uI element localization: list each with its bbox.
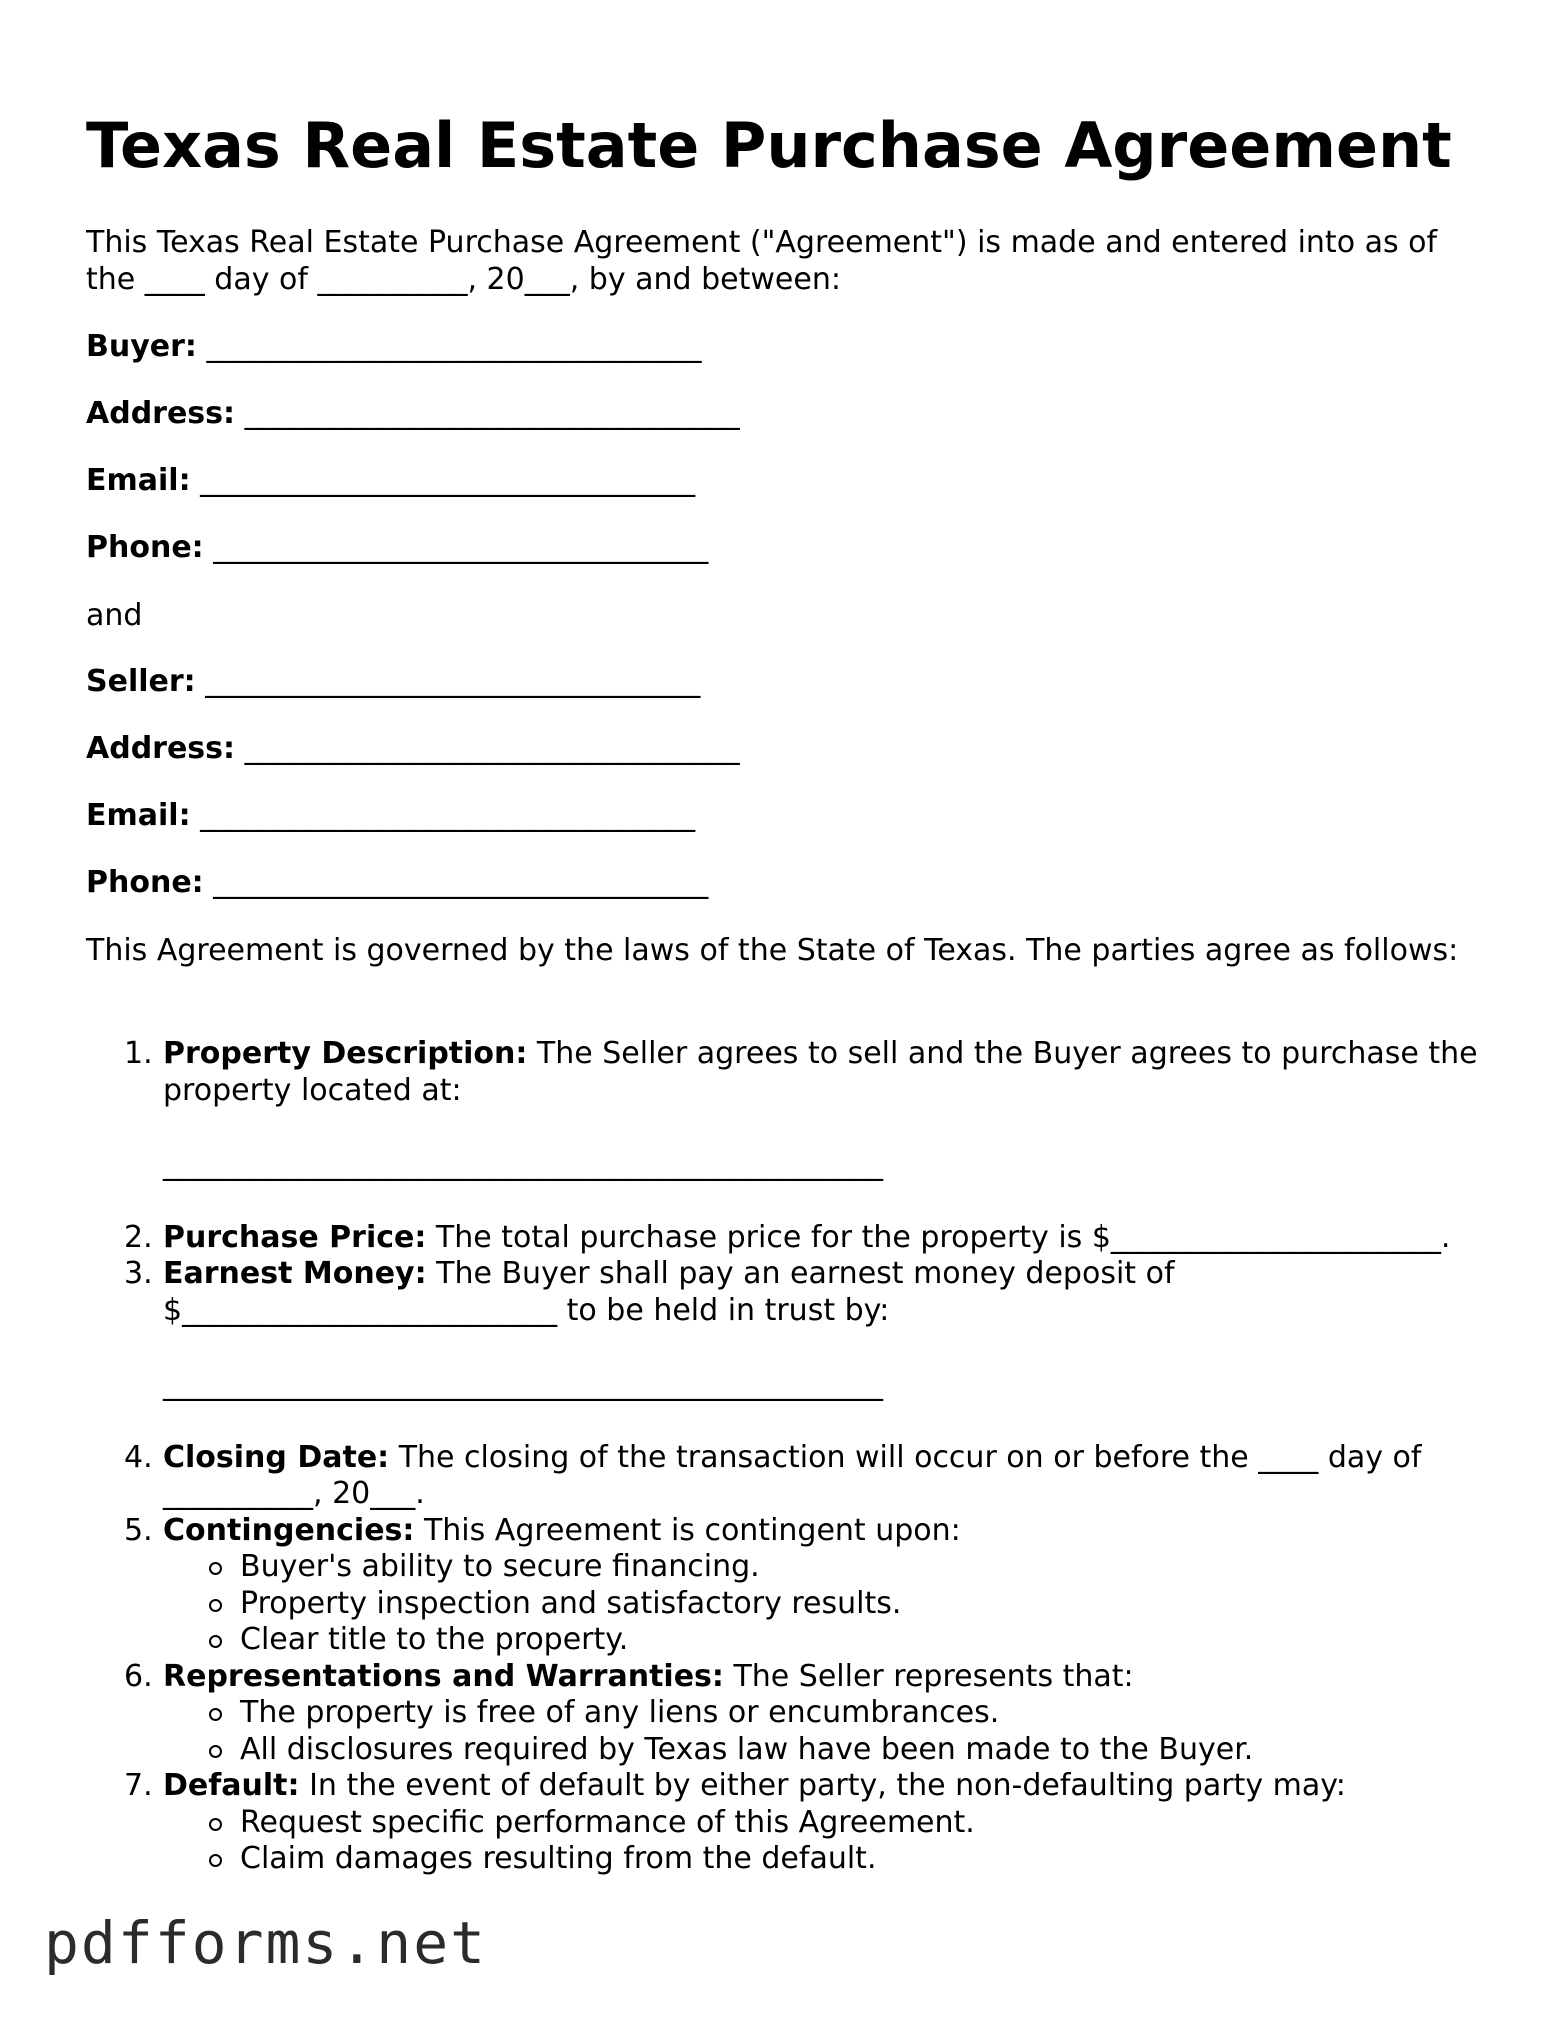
sub-item [163,1549,1486,1586]
intro-paragraph: This Texas Real Estate Purchase Agreement ("Agreement") is made and entered into as of the ____ day of __________, 20___, by and between: [86,225,1438,297]
term-purchase-price [86,1220,1486,1257]
buyer-email-blank: _________________________________ [200,463,696,498]
term-property-description [86,1036,1486,1184]
buyer-name-blank: _________________________________ [206,329,702,364]
buyer-email-field [86,462,695,499]
seller-address-field [86,730,740,767]
governing-law-paragraph: This Agreement is governed by the laws of the State of Texas. The parties agree as follows: [86,933,1459,968]
bullet-icon [209,1635,222,1648]
term-text: The closing of the transaction will occur on or before the ____ day of __________, 20___. [163,1439,1422,1511]
term-text: This Agreement is contingent upon: [414,1512,961,1548]
sub-item [163,1622,1486,1659]
trust-holder-blank: ________________________________________________ [163,1367,883,1402]
term-number: 4. [124,1439,153,1475]
buyer-address-label: Address: [86,396,236,431]
bullet-icon [209,1562,222,1575]
seller-email-field [86,797,695,834]
term-contingencies [86,1513,1486,1659]
buyer-phone-blank: _________________________________ [213,530,709,565]
buyer-name-label: Buyer: [86,329,197,364]
bullet-icon [209,1818,222,1831]
property-address-blank: ________________________________________________ [163,1147,883,1182]
buyer-phone-field [86,529,708,566]
term-number: 6. [124,1658,153,1694]
seller-address-label: Address: [86,731,236,766]
seller-name-blank: _________________________________ [205,664,701,699]
bullet-icon [209,1745,222,1758]
sub-item-text: Clear title to the property. [240,1622,629,1657]
seller-email-blank: _________________________________ [200,798,696,833]
term-label: Property Description: [163,1036,528,1071]
watermark: pdfforms.net [44,1909,488,1977]
sub-item [163,1732,1486,1769]
bullet-icon [209,1708,222,1721]
term-text: The Seller represents that: [723,1658,1134,1694]
term-text: In the event of default by either party, the non-defaulting party may: [299,1768,1346,1803]
buyer-address-field [86,395,740,432]
bullet-icon [209,1599,222,1612]
seller-phone-blank: _________________________________ [213,865,709,900]
seller-phone-field [86,864,708,901]
term-text: The Buyer shall pay an earnest money deposit of $_________________________ to be held in trust by: [163,1256,1175,1328]
sub-item [163,1805,1486,1842]
term-text: The total purchase price for the property is $______________________. [426,1219,1451,1255]
term-text: The Seller agrees to sell and the Buyer agrees to purchase the property located at: [163,1036,1478,1108]
sub-item-text: Buyer's ability to secure financing. [240,1549,760,1584]
sub-item-text: Claim damages resulting from the default. [240,1841,877,1876]
term-number: 7. [124,1768,153,1803]
term-label: Contingencies: [163,1512,415,1548]
buyer-phone-label: Phone: [86,530,204,565]
sub-item-text: Request specific performance of this Agreement. [240,1804,975,1840]
term-number: 3. [124,1256,153,1291]
term-label: Representations and Warranties: [163,1658,724,1694]
sub-item-text: All disclosures required by Texas law have been made to the Buyer. [240,1731,1254,1767]
sub-item [163,1695,1486,1732]
sub-item [163,1586,1486,1623]
sub-item-text: The property is free of any liens or encumbrances. [240,1695,1000,1730]
buyer-email-label: Email: [86,463,191,498]
term-default [86,1768,1486,1878]
terms-list [86,1036,1486,1878]
sub-item-text: Property inspection and satisfactory results. [240,1585,902,1621]
term-number: 5. [124,1512,153,1548]
seller-address-blank: _________________________________ [244,731,740,766]
term-label: Closing Date: [163,1439,390,1475]
seller-phone-label: Phone: [86,865,204,900]
term-number: 2. [124,1219,153,1255]
page-title: Texas Real Estate Purchase Agreement [86,109,1452,182]
term-earnest-money [86,1256,1486,1404]
term-closing-date [86,1440,1486,1513]
term-number: 1. [124,1036,153,1071]
bullet-icon [209,1854,222,1867]
sub-item [163,1841,1486,1878]
term-representations-warranties [86,1659,1486,1769]
seller-email-label: Email: [86,798,191,833]
seller-name-field [86,663,700,700]
term-label: Purchase Price: [163,1219,427,1255]
and-text: and [86,598,143,633]
buyer-name-field [86,328,701,365]
term-label: Earnest Money: [163,1256,427,1291]
seller-name-label: Seller: [86,664,196,699]
term-label: Default: [163,1768,300,1803]
buyer-address-blank: _________________________________ [244,396,740,431]
